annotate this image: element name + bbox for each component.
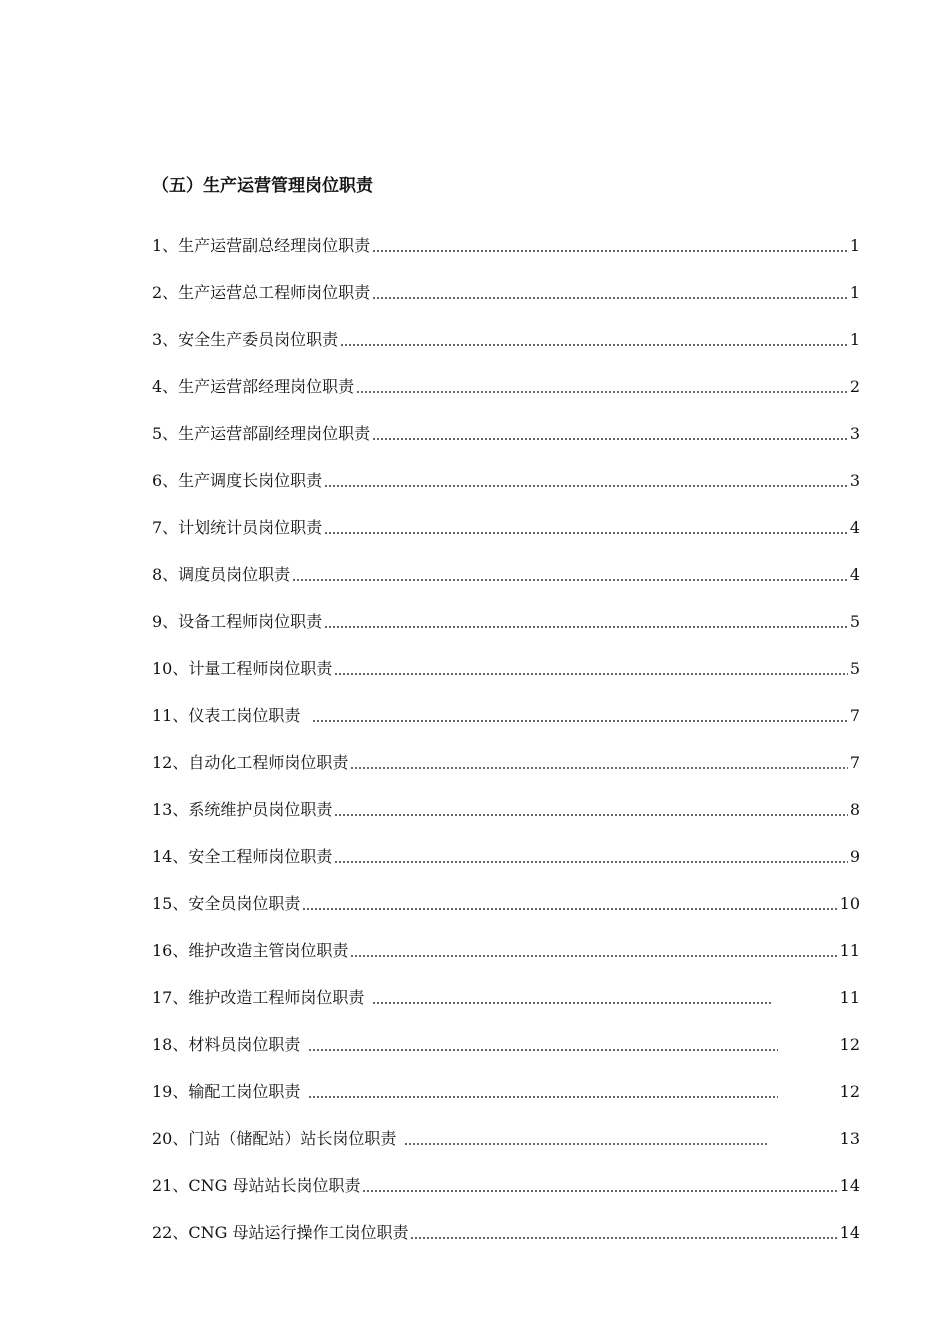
dot-leader (372, 1002, 772, 1004)
toc-entry-page: 7 (849, 705, 860, 725)
toc-entry[interactable] (152, 1021, 860, 1068)
toc-entry-page: 1 (849, 282, 860, 302)
toc-entry-title: 15、安全员岗位职责 (152, 893, 301, 913)
toc-entry[interactable] (152, 316, 860, 363)
dot-leader (324, 485, 848, 487)
toc-entry-page: 3 (849, 470, 860, 490)
toc-entry-page: 2 (849, 376, 860, 396)
toc-entry-page: 14 (839, 1175, 860, 1195)
dot-leader (334, 861, 847, 863)
toc-entry-title: 2、生产运营总工程师岗位职责 (152, 282, 371, 302)
toc-entry-page: 11 (839, 940, 860, 960)
dot-leader (302, 908, 837, 910)
toc-entry-page: 14 (839, 1222, 860, 1242)
toc-entry-title: 22、CNG 母站运行操作工岗位职责 (152, 1222, 409, 1242)
toc-entry-title: 12、自动化工程师岗位职责 (152, 752, 349, 772)
toc-entry-page: 5 (849, 611, 860, 631)
toc-entry-title: 14、安全工程师岗位职责 (152, 846, 333, 866)
toc-entry-title: 19、输配工岗位职责 (152, 1081, 301, 1101)
toc-entry[interactable] (152, 692, 860, 739)
toc-entry[interactable] (152, 269, 860, 316)
dot-leader (372, 297, 848, 299)
toc-entry[interactable] (152, 363, 860, 410)
toc-entry[interactable] (152, 410, 860, 457)
toc-entry-page: 4 (849, 564, 860, 584)
dot-leader (356, 391, 848, 393)
toc-entry-page: 1 (849, 235, 860, 255)
toc-entry[interactable] (152, 786, 860, 833)
toc-entry[interactable] (152, 504, 860, 551)
dot-leader (350, 767, 847, 769)
toc-entry[interactable] (152, 1209, 860, 1256)
dot-leader (334, 814, 847, 816)
dot-leader (372, 250, 848, 252)
toc-entry[interactable] (152, 1068, 860, 1115)
dot-leader (324, 626, 848, 628)
dot-leader (372, 438, 848, 440)
toc-entry-title: 1、生产运营副总经理岗位职责 (152, 235, 371, 255)
toc-entry-page: 1 (849, 329, 860, 349)
toc-entry-page: 5 (849, 658, 860, 678)
toc-entry-page: 7 (849, 752, 860, 772)
dot-leader (312, 720, 847, 722)
dot-leader (324, 532, 848, 534)
toc-entry[interactable] (152, 880, 860, 927)
toc-entry[interactable] (152, 833, 860, 880)
toc-entry-title: 7、计划统计员岗位职责 (152, 517, 323, 537)
toc-entry-page: 3 (849, 423, 860, 443)
dot-leader (308, 1096, 778, 1098)
toc-entry-title: 21、CNG 母站站长岗位职责 (152, 1175, 361, 1195)
toc-entry-title: 11、仪表工岗位职责 (152, 705, 301, 725)
toc-entry-page: 12 (839, 1034, 860, 1054)
table-of-contents (152, 222, 860, 1256)
dot-leader (410, 1237, 837, 1239)
toc-entry-title: 9、设备工程师岗位职责 (152, 611, 323, 631)
dot-leader (350, 955, 837, 957)
toc-entry-title: 18、材料员岗位职责 (152, 1034, 301, 1054)
toc-entry[interactable] (152, 1115, 860, 1162)
toc-entry-title: 13、系统维护员岗位职责 (152, 799, 333, 819)
toc-entry-page: 13 (839, 1128, 860, 1148)
toc-entry-page: 12 (839, 1081, 860, 1101)
toc-entry-page: 8 (849, 799, 860, 819)
toc-entry-page: 4 (849, 517, 860, 537)
toc-entry-title: 3、安全生产委员岗位职责 (152, 329, 339, 349)
toc-entry[interactable] (152, 739, 860, 786)
toc-entry-page: 10 (839, 893, 860, 913)
toc-entry[interactable] (152, 598, 860, 645)
dot-leader (340, 344, 848, 346)
toc-entry[interactable] (152, 457, 860, 504)
toc-entry-title: 17、维护改造工程师岗位职责 (152, 987, 365, 1007)
toc-entry-title: 16、维护改造主管岗位职责 (152, 940, 349, 960)
dot-leader (308, 1049, 778, 1051)
toc-entry[interactable] (152, 974, 860, 1021)
dot-leader (404, 1143, 768, 1145)
dot-leader (334, 673, 847, 675)
toc-entry-page: 11 (839, 987, 860, 1007)
toc-entry[interactable] (152, 551, 860, 598)
toc-entry[interactable] (152, 645, 860, 692)
toc-entry[interactable] (152, 222, 860, 269)
toc-entry-title: 20、门站（储配站）站长岗位职责 (152, 1128, 397, 1148)
toc-entry-page: 9 (849, 846, 860, 866)
toc-entry-title: 6、生产调度长岗位职责 (152, 470, 323, 490)
toc-entry-title: 5、生产运营部副经理岗位职责 (152, 423, 371, 443)
toc-entry[interactable] (152, 927, 860, 974)
toc-entry[interactable] (152, 1162, 860, 1209)
toc-heading: （五）生产运营管理岗位职责 (152, 176, 373, 196)
dot-leader (362, 1190, 837, 1192)
toc-entry-title: 8、调度员岗位职责 (152, 564, 291, 584)
toc-entry-title: 10、计量工程师岗位职责 (152, 658, 333, 678)
dot-leader (292, 579, 848, 581)
toc-entry-title: 4、生产运营部经理岗位职责 (152, 376, 355, 396)
